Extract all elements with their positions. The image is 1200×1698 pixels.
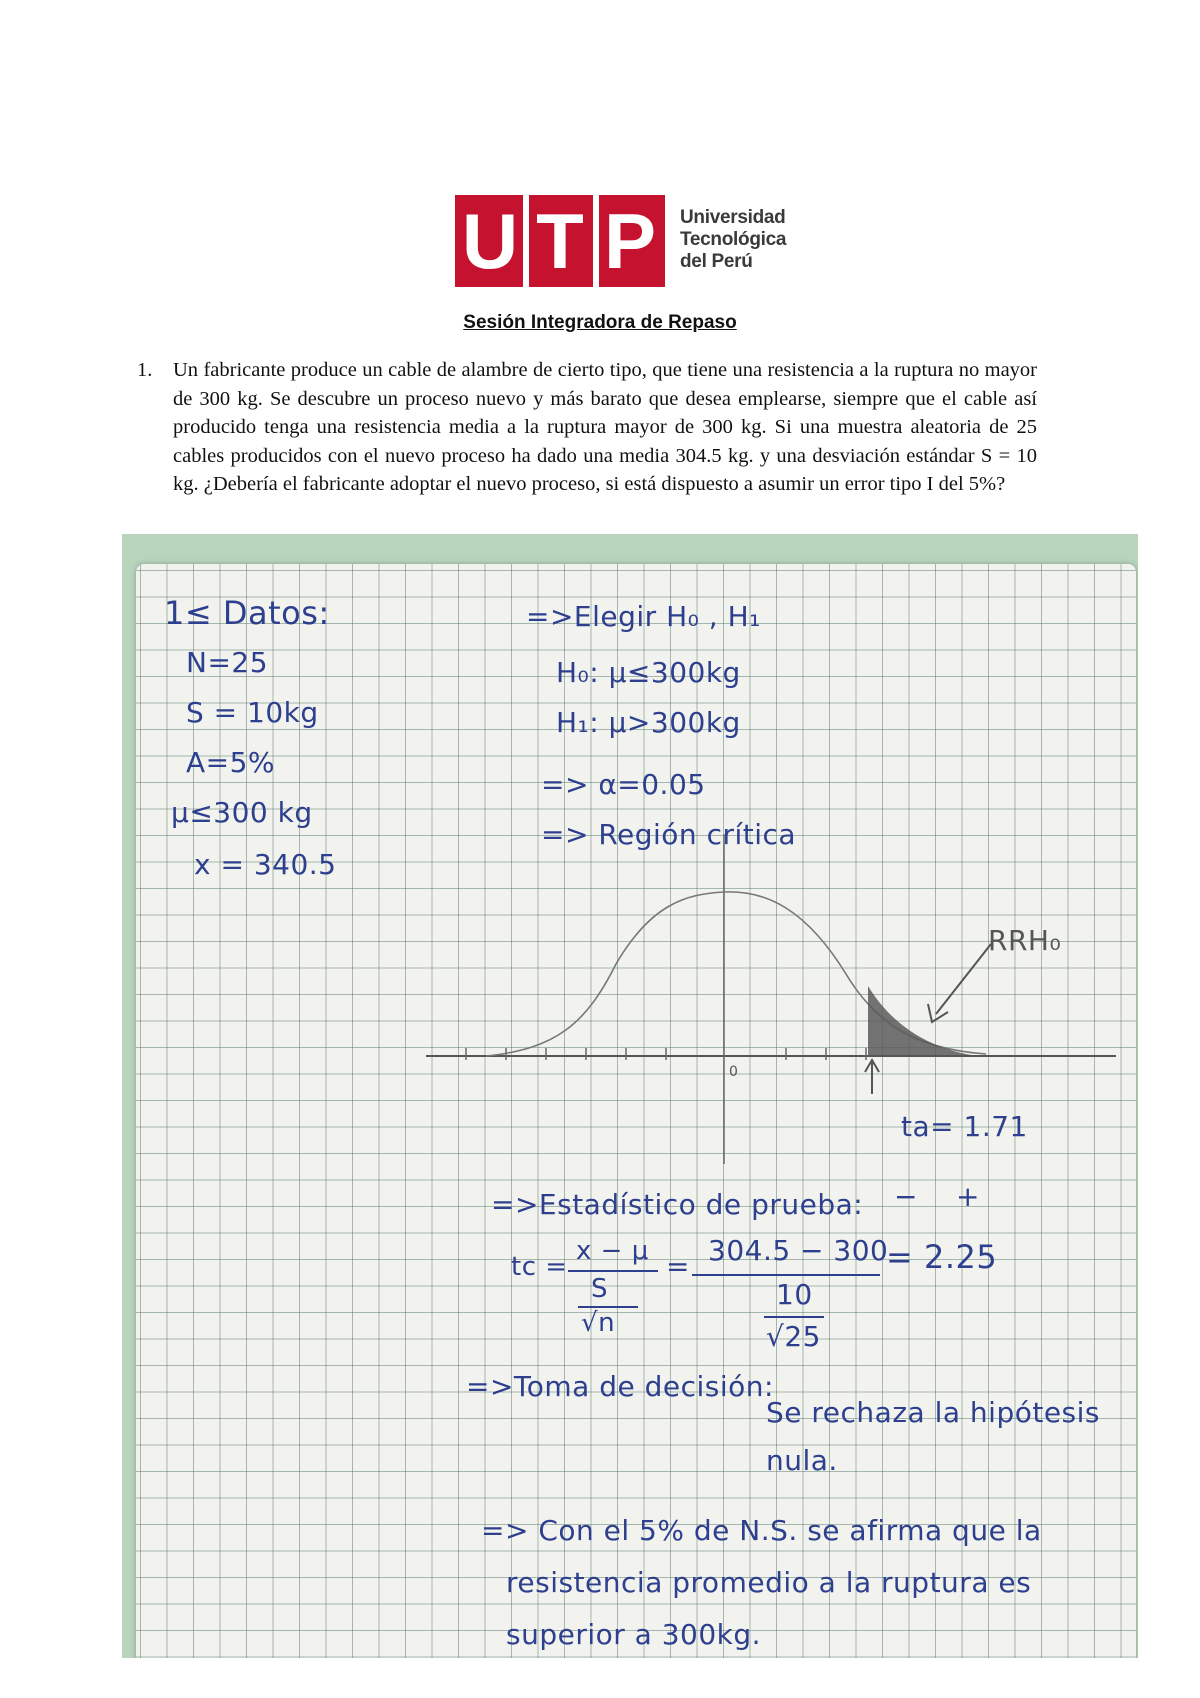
arrow-to-region bbox=[936, 944, 991, 1014]
tc-denominator-bottom: √n bbox=[581, 1308, 616, 1338]
problem-number: 1. bbox=[137, 359, 153, 381]
tc-denominator-top: S bbox=[591, 1274, 609, 1304]
equals-sign: = bbox=[666, 1250, 690, 1283]
rejection-region-label: RRH₀ bbox=[988, 924, 1062, 957]
problem-statement bbox=[137, 356, 1037, 499]
logo-name-line: Tecnológica bbox=[680, 229, 787, 250]
test-statistic-result: = 2.25 bbox=[886, 1238, 998, 1276]
logo-divider bbox=[593, 195, 599, 287]
test-statistic-heading: =>Estadístico de prueba: bbox=[491, 1188, 864, 1221]
datos-item: N=25 bbox=[186, 646, 269, 679]
decision-text: nula. bbox=[766, 1444, 838, 1477]
value-fraction-bar bbox=[692, 1274, 880, 1276]
datos-item: μ≤300 kg bbox=[171, 796, 313, 829]
logo-university-name bbox=[680, 207, 786, 273]
logo-letter-p: P bbox=[603, 197, 657, 285]
plus-sign: + bbox=[956, 1180, 980, 1213]
conclusion-line: superior a 300kg. bbox=[506, 1618, 762, 1651]
value-denominator-top: 10 bbox=[776, 1278, 813, 1311]
critical-region-label: => Región crítica bbox=[541, 818, 797, 851]
logo-letter-u: U bbox=[461, 197, 519, 285]
logo-name-line: Universidad bbox=[680, 207, 786, 228]
elegir-hypotheses: =>Elegir H₀ , H₁ bbox=[526, 600, 761, 633]
tc-label: tc = bbox=[511, 1252, 568, 1282]
tc-fraction-bar bbox=[568, 1270, 658, 1272]
decision-heading: =>Toma de decisión: bbox=[466, 1370, 774, 1403]
tc-numerator: x − μ bbox=[576, 1236, 649, 1266]
value-inner-bar bbox=[764, 1316, 824, 1318]
minus-sign: − bbox=[894, 1180, 918, 1213]
logo-name-line: del Perú bbox=[680, 251, 753, 272]
datos-item: S = 10kg bbox=[186, 696, 319, 729]
decision-text: Se rechaza la hipótesis bbox=[766, 1396, 1101, 1429]
bell-curve bbox=[486, 892, 986, 1056]
ta-value: ta= 1.71 bbox=[901, 1110, 1028, 1143]
logo-letter-t: T bbox=[536, 197, 584, 285]
rejection-region bbox=[868, 986, 971, 1055]
datos-item: x = 340.5 bbox=[194, 848, 337, 881]
conclusion-line: resistencia promedio a la ruptura es bbox=[506, 1566, 1032, 1599]
zero-label: 0 bbox=[729, 1064, 738, 1080]
notebook-page bbox=[136, 564, 1136, 1658]
null-hypothesis: H₀: μ≤300kg bbox=[556, 656, 741, 689]
value-denominator-bottom: √25 bbox=[766, 1320, 821, 1353]
conclusion-line: => Con el 5% de N.S. se afirma que la bbox=[481, 1514, 1042, 1547]
logo-block bbox=[455, 195, 665, 287]
utp-logo bbox=[455, 195, 787, 287]
alternative-hypothesis: H₁: μ>300kg bbox=[556, 706, 741, 739]
alpha-value: => α=0.05 bbox=[541, 768, 706, 801]
axis-ticks bbox=[466, 1048, 866, 1060]
datos-item: A=5% bbox=[186, 746, 276, 779]
problem-text: Un fabricante produce un cable de alambre de cierto tipo, que tiene una resistencia a la ruptura no mayor de 300 kg. Se descubre un proceso nuevo y más barato que desea emplearse, siempre que el cable así producido tenga una resistencia media a la ruptura mayor de 300 kg. Si una muestra aleatoria de 25 cables producidos con el nuevo proceso ha dado una media 304.5 kg. y una desviación estándar S = 10 kg. ¿Debería el fabricante adoptar el nuevo proceso, si está dispuesto a asumir un error tipo I del 5%? bbox=[173, 359, 1037, 495]
page-title: Sesión Integradora de Repaso bbox=[463, 312, 737, 333]
logo-divider bbox=[523, 195, 529, 287]
solution-photo bbox=[122, 534, 1138, 1658]
datos-heading: 1≤ Datos: bbox=[164, 594, 330, 632]
value-numerator: 304.5 − 300 bbox=[708, 1234, 889, 1267]
